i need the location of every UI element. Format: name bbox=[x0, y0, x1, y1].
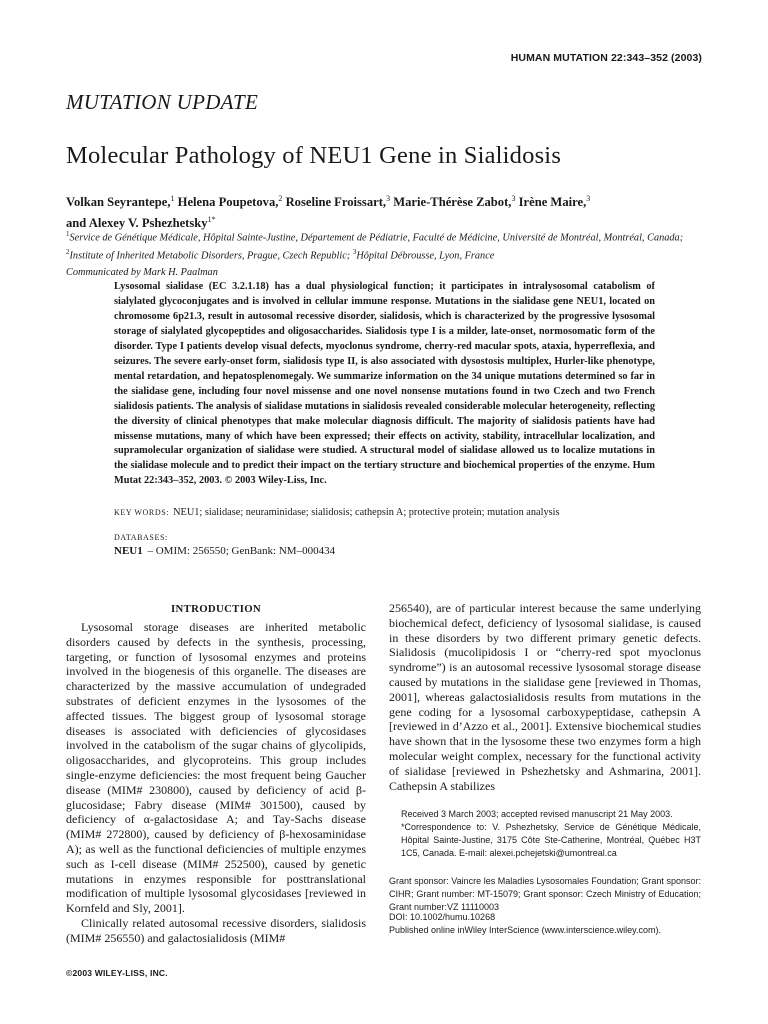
right-column bbox=[389, 601, 701, 793]
received-note: Received 3 March 2003; accepted revised manuscript 21 May 2003. bbox=[401, 809, 673, 819]
correspondence-note: *Correspondence to: V. Pshezhetsky, Service de Génétique Médicale, Hôpital Sainte-Justine, 3175 Côte Ste-Catherine, Montréal, Québec H3T 1C5, Canada. E-mail: alexei.pchejetski@umontreal.ca bbox=[401, 822, 701, 858]
section-label: MUTATION UPDATE bbox=[66, 90, 259, 114]
databases-value: NEU1 – OMIM: 256550; GenBank: NM–000434 bbox=[114, 545, 336, 557]
doi: DOI: 10.1002/humu.10268 bbox=[389, 912, 496, 922]
paragraph: 256540), are of particular interest because the same underlying biochemical defect, deficiency of lysosomal sialidase, is caused in these disorders by two different primary genetic defects. Sialidosis (mucolipidosis I or “cherry-red spot myoclonus syndrome”) is an autosomal recessive lysosomal storage disease caused by mutations in the sialidase gene [reviewed in Thomas, 2001], whereas galactosialidosis results from mutations in the gene coding for a lysosomal carboxypeptidase, cathepsin A [reviewed in d’Azzo et al., 2001]. Extensive biochemical studies have shown that in the lysosome these two enzymes form a high molecular weight complex, necessary for the functional activity of sialidase [reviewed in Pshezhetsky and Ashmarina, 2001]. Cathepsin A stabilizes bbox=[389, 601, 701, 793]
author: Helena Poupetova,$^2$ bbox=[177, 194, 283, 210]
author: Marie-Thérèse Zabot,$^3$ bbox=[393, 194, 516, 210]
author: and Alexey V. Pshezhetsky$^{1*}$ bbox=[66, 215, 216, 231]
author: Roseline Froissart,$^3$ bbox=[285, 194, 391, 210]
keywords bbox=[114, 507, 674, 518]
introduction-heading: INTRODUCTION bbox=[171, 603, 261, 615]
manuscript-notes bbox=[389, 808, 701, 860]
affiliations: $^1$Service de Génétique Médicale, Hôpital Sainte-Justine, Département de Pédiatrie, Faculté de Médicine, Université de Montréal, Montréal, Canada; $^2$Institute of Inherited Metabolic Disorders, Prague, Czech Republic; $^3$Hôpital Débrousse, Lyon, France bbox=[66, 230, 684, 262]
paper-title: Molecular Pathology of NEU1 Gene in Sialidosis bbox=[66, 142, 562, 169]
communicated-by: Communicated by Mark H. Paalman bbox=[66, 267, 218, 278]
author: Volkan Seyrantepe,$^1$ bbox=[66, 194, 175, 210]
published-online: Published online inWiley InterScience (www.interscience.wiley.com). bbox=[389, 925, 661, 935]
grant-note: Grant sponsor: Vaincre les Maladies Lysosomales Foundation; Grant sponsor: CIHR; Grant number: MT-15079; Grant sponsor: Czech Ministry of Education; Grant number:VZ 11110003 bbox=[389, 876, 701, 912]
databases-label: DATABASES: bbox=[114, 533, 168, 542]
copyright-footer: ©2003 WILEY-LISS, INC. bbox=[66, 968, 168, 978]
paragraph: Clinically related autosomal recessive disorders, sialidosis (MIM# 256550) and galactosialidosis (MIM# bbox=[66, 915, 366, 945]
publication-info bbox=[389, 911, 701, 937]
paragraph: Lysosomal storage diseases are inherited metabolic disorders caused by defects in the synthesis, processing, targeting, or function of lysosomal enzymes and proteins involved in the biogenesis of this organelle. The diseases are characterized by the massive accumulation of undegraded substrates of deficient enzymes in the lysosomes of the affected tissues. The biggest group of lysosomal storage diseases is associated with deficiencies of glycosidases involved in the catabolism of the sugar chains of glycolipids, oligosaccharides, and glycoproteins. This group includes single-enzyme deficiencies: the most frequent being Gaucher disease (MIM# 230800), caused by deficiency of acid β-glucosidase; Fabry disease (MIM# 301500), caused by deficiency of α-galactosidase A; and Tay-Sachs disease (MIM# 272800), caused by deficiency of β-hexosaminidase A); as well as the functional deficiencies of multiple enzymes such as I-cell disease (MIM# 252500), caused by genetic mutations in enzymes responsible for posttranslational modification of multiple lysosomal glycosidases [reviewed in Kornfeld and Sly, 2001]. bbox=[66, 620, 366, 916]
keywords-text: NEU1; sialidase; neuraminidase; sialidosis; cathepsin A; protective protein; mutation analysis bbox=[173, 507, 560, 518]
abstract: Lysosomal sialidase (EC 3.2.1.18) has a dual physiological function; it participates in intralysosomal catabolism of sialylated glycoconjugates and is involved in cellular immune response. Mutations in the sialidase gene NEU1, located on chromosome 6p21.3, result in autosomal recessive disorder, sialidosis, which is characterized by the progressive lysosomal storage of sialylated glycopeptides and oligosaccharides. Sialidosis type I is a milder, late-onset, normosomatic form of the disorder. Type I patients develop visual defects, myoclonus syndrome, cherry-red macular spots, ataxia, hyperreflexia, and seizures. The severe early-onset form, sialidosis type II, is also associated with dysostosis multiplex, Hurler-like phenotype, mental retardation, and hepatosplenomegaly. We summarize information on the 34 unique mutations determined so far in the sialidase gene, including four novel missense and one novel nonsense mutations found in two Czech and two French sialidosis patients. The analysis of sialidase mutations in sialidosis revealed considerable molecular heterogeneity, reflecting the diversity of clinical phenotypes that make molecular diagnosis difficult. The majority of sialidosis patients have had missense mutations, many of which have been expressed; their effects on activity, stability, intracellular localization, and supramolecular organization of sialidase were studied. A structural model of sialidase allowed us to localize mutations in the sialidase molecule and to predict their impact on the tertiary structure and biochemical properties of the enzyme. Hum Mutat 22:343–352, 2003. © 2003 Wiley-Liss, Inc. bbox=[114, 281, 655, 487]
journal-reference: HUMAN MUTATION 22:343–352 (2003) bbox=[510, 52, 702, 64]
author: Irène Maire,$^3$ bbox=[518, 194, 591, 210]
left-column bbox=[66, 620, 366, 946]
keywords-label: KEY WORDS: bbox=[114, 508, 170, 517]
